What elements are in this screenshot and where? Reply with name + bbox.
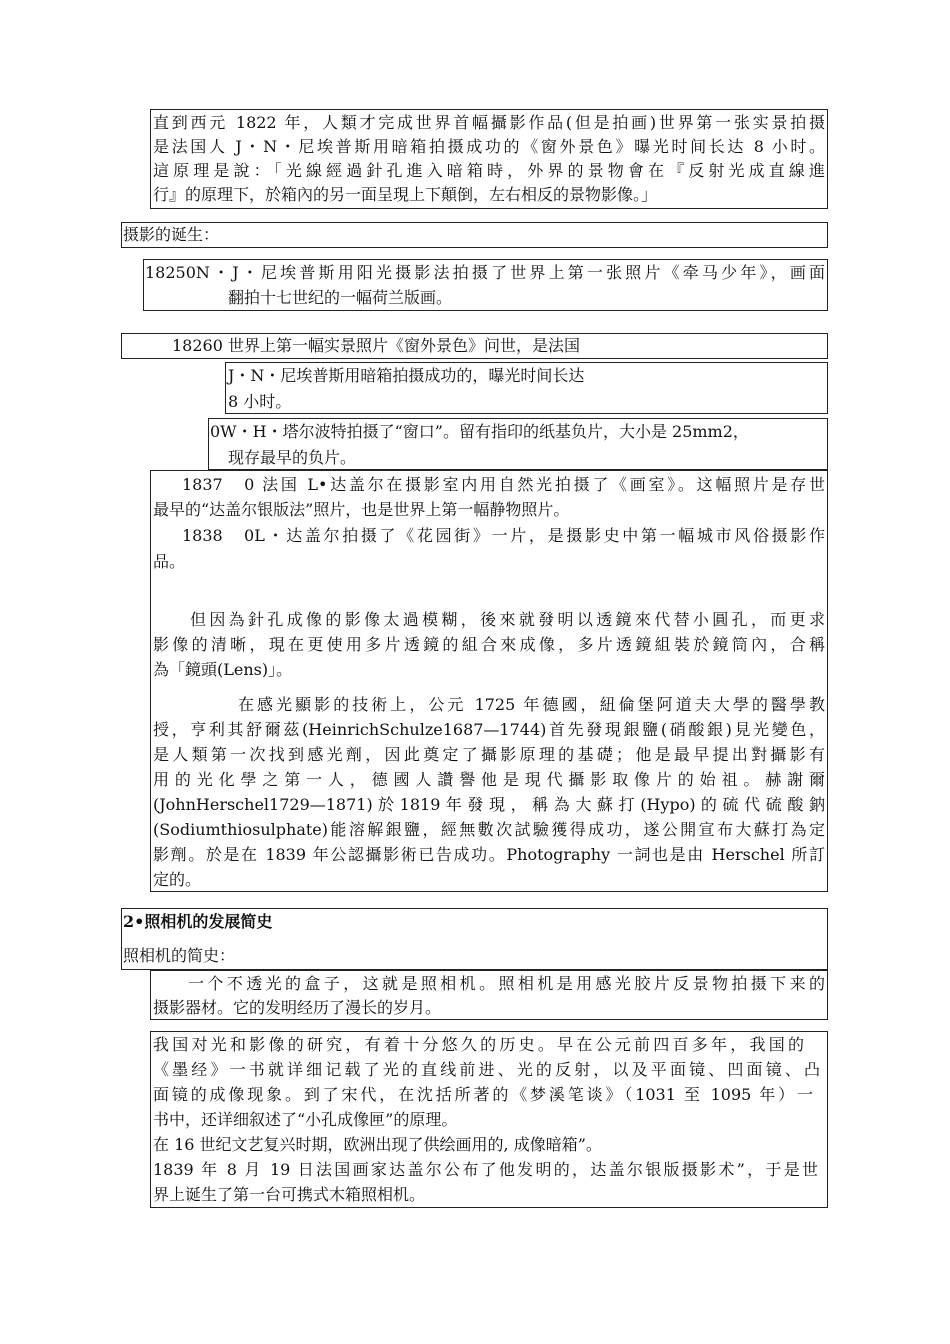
camera-intro-line-1: 一个不透光的盒子，这就是照相机。照相机是用感光胶片反景物拍摄下来的: [188, 974, 825, 993]
section-camera-heading: 2•照相机的发展简史: [123, 912, 273, 931]
section-camera-subheading: 照相机的简史：: [123, 946, 236, 965]
lens-line-1: 但因為針孔成像的影像太過模糊，後來就發明以透鏡來代替小圓孔，而更求: [190, 610, 825, 629]
lens-line-3: 為「鏡頭(Lens)」。: [153, 660, 293, 679]
camera-history-line-6: 1839 年 8 月 19 日法国画家达盖尔公布了他发明的，达盖尔银版摄影术”，于是世: [153, 1160, 818, 1179]
principle-line-4: 行』的原理下，於箱內的另一面呈現上下顛倒，左右相反的景物影像。」: [153, 185, 658, 204]
chem-line-7: 影劑。於是在 1839 年公認攝影術已告成功。Photography 一詞也是由 Herschel 所訂: [153, 845, 825, 864]
camera-history-line-5: 在 16 世纪文艺复兴时期，欧洲出现了供绘画用的, 成像暗箱”。: [153, 1135, 602, 1154]
camera-history-line-2: 《墨经》一书就详细记载了光的直线前进、光的反射，以及平面镜、凹面镜、凸: [153, 1060, 820, 1079]
entry-1825-line-1: 18250N・J・尼埃普斯用阳光摄影法拍摄了世界上第一张照片《牵马少年》，画面: [145, 263, 825, 282]
principle-line-1: 直到西元 1822 年，人類才完成世界首幅攝影作品(但是拍画)世界第一张实景拍摄: [153, 113, 825, 132]
chem-line-8: 定的。: [153, 870, 202, 889]
entry-1825-line-2: 翻拍十七世纪的一幅荷兰版画。: [228, 288, 453, 307]
chem-line-2: 授，亨利其舒爾茲(HeinrichSchulze1687—1744)首先發現銀鹽(硝酸銀)見光變色，: [153, 720, 825, 739]
chem-line-1: 在感光顯影的技術上，公元 1725 年德國，紐倫堡阿道夫大學的醫學教: [238, 695, 825, 714]
section-birth-title: 摄影的诞生：: [123, 225, 220, 244]
lens-line-2: 影像的清晰，現在更使用多片透鏡的組合來成像，多片透鏡組裝於鏡筒內，合稱: [153, 635, 825, 654]
daguerre-line-1: 1837 0 法国 L•达盖尔在摄影室内用自然光拍摄了《画室》。这幅照片是存世: [182, 475, 825, 494]
entry-talbot-line-1: 0W・H・塔尔波特拍摄了“窗口”。留有指印的纸基负片，大小是 25mm2，: [210, 422, 749, 441]
camera-history-line-3: 面镜的成像现象。到了宋代，在沈括所著的《梦溪笔谈》（1031 至 1095 年）一: [153, 1085, 813, 1104]
chem-line-4: 用 的 光 化 學 之 第 一 人 ， 德 國 人 讚 譽 他 是 現 代 攝 影 取 像 片 的 始 祖 。 赫 謝 爾: [153, 770, 825, 789]
daguerre-line-3: 1838 0L・达盖尔拍摄了《花园街》一片，是摄影史中第一幅城市风俗摄影作: [182, 526, 825, 545]
daguerre-line-4: 品。: [153, 552, 186, 571]
camera-history-line-1: 我国对光和影像的研究，有着十分悠久的历史。早在公元前四百多年，我国的: [153, 1035, 804, 1054]
entry-talbot-line-2: 现存最早的负片。: [228, 448, 357, 467]
section-birth-box: [121, 222, 828, 248]
camera-history-line-4: 书中，还详细叙述了“小孔成像匣”的原理。: [153, 1110, 458, 1129]
principle-line-3: 這原理是說：「光線經過針孔進入暗箱時，外界的景物會在『反射光成直線進: [153, 161, 825, 180]
chem-line-6: (Sodiumthiosulphate)能溶解銀鹽，經無數次試驗獲得成功，遂公開宣布大蘇打為定: [153, 820, 825, 839]
camera-history-line-7: 界上诞生了第一台可携式木箱照相机。: [153, 1185, 426, 1204]
camera-intro-line-2: 摄影器材。它的发明经历了漫长的岁月。: [153, 998, 442, 1017]
chem-line-5: (JohnHerschel1729—1871) 於 1819 年 發 現 ， 稱 為 大 蘇 打 (Hypo) 的 硫 代 硫 酸 鈉: [153, 795, 825, 814]
entry-1826-line-1: 18260 世界上第一幅实景照片《窗外景色》问世，是法国: [172, 336, 580, 355]
principle-line-2: 是法国人 J・N・尼埃普斯用暗箱拍摄成功的《窗外景色》曝光时间长达 8 小时。: [153, 137, 825, 156]
chem-line-3: 是人類第一次找到感光劑，因此奠定了攝影原理的基礎；他是最早提出對攝影有: [153, 745, 825, 764]
entry-1826-line-2: J・N・尼埃普斯用暗箱拍摄成功的，曝光时间长达: [228, 366, 585, 385]
daguerre-line-2: 最早的“达盖尔银版法”照片，也是世界上第一幅静物照片。: [153, 500, 570, 519]
entry-1826-line-3: 8 小时。: [228, 392, 292, 411]
